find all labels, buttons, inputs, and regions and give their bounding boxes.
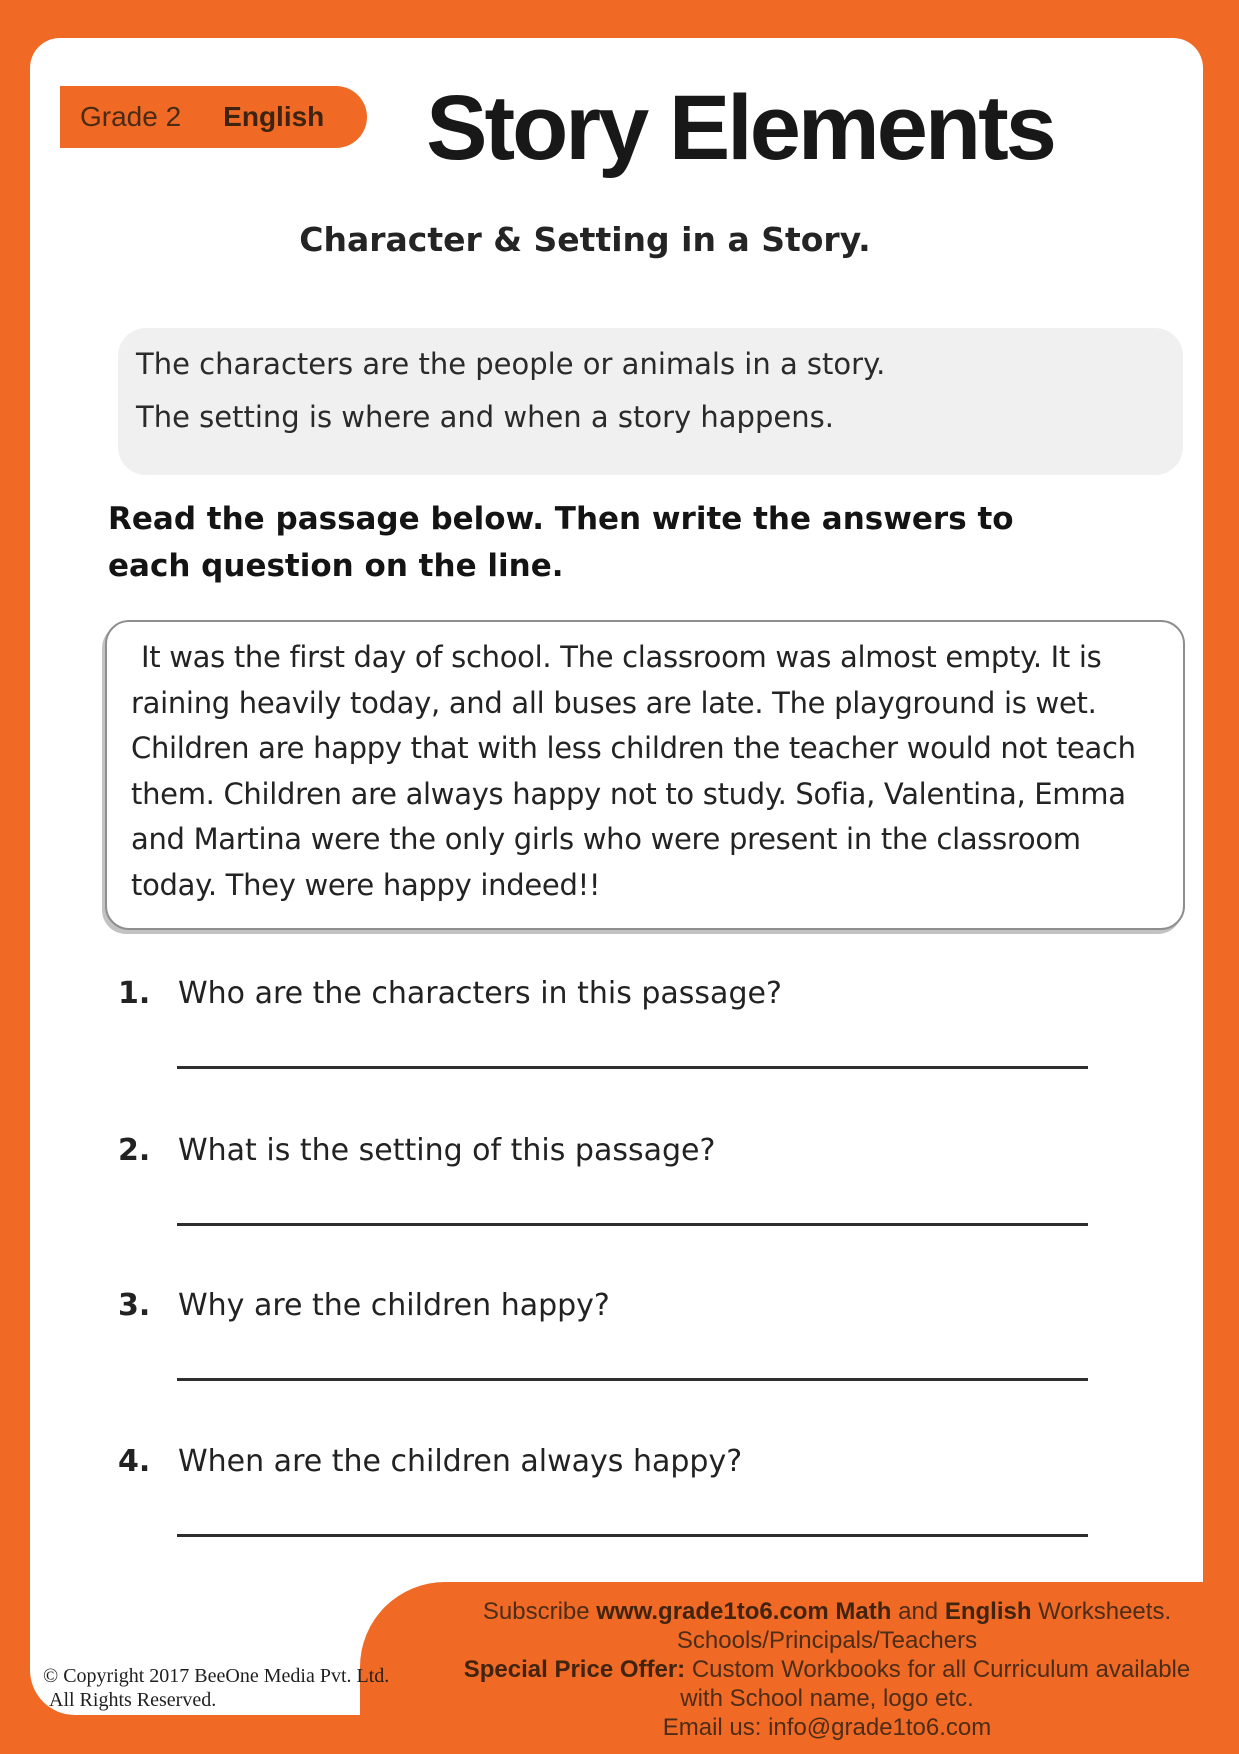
passage-box [105,620,1185,930]
question-4-text: When are the children always happy? [178,1444,743,1479]
answer-line-4[interactable] [177,1534,1088,1537]
definition-characters: The characters are the people or animals in a story. [136,347,886,381]
question-3 [118,1288,1183,1323]
footer-website-math: www.grade1to6.com Math [596,1598,892,1625]
answer-line-1[interactable] [177,1066,1088,1069]
passage-text: It was the first day of school. The classroom was almost empty. It is raining heavily today, and all buses are late. The playground is wet. Children are happy that with less children the teacher would not teach them. Children are always happy not to study. Sofia, Valentina, Emma and Martina were the only girls who were present in the classroom today. They were happy indeed!! [131,640,1136,902]
footer-offer-label: Special Price Offer: [463,1656,686,1683]
subscription-footer [360,1582,1239,1754]
question-4 [118,1444,1183,1479]
grade-subject-badge [60,86,367,148]
question-1 [118,976,1183,1011]
footer-english-bold: English [944,1598,1032,1625]
footer-offer-text: Custom Workbooks for all Curriculum available [685,1656,1191,1683]
footer-subscribe-mid: and [891,1598,945,1625]
footer-subscribe-line [440,1597,1214,1626]
answer-line-3[interactable] [177,1378,1088,1381]
copyright-line-2: All Rights Reserved. [49,1689,217,1711]
footer-audience-line: Schools/Principals/Teachers [676,1627,978,1654]
page-subtitle: Character & Setting in a Story. [299,220,871,259]
footer-email-line: Email us: info@grade1to6.com [662,1714,992,1741]
grade-label: Grade 2 [80,101,182,132]
footer-subscribe-prefix: Subscribe [482,1598,597,1625]
question-3-text: Why are the children happy? [178,1288,610,1323]
page-title: Story Elements [426,77,1054,179]
question-2 [118,1133,1183,1168]
definition-setting: The setting is where and when a story happens. [136,400,834,434]
definitions-box [118,328,1183,475]
answer-line-2[interactable] [177,1223,1088,1226]
instruction-text: Read the passage below. Then write the answers to each question on the line. [108,501,1014,584]
worksheet-content-area [30,38,1203,1715]
footer-offer-line [440,1655,1214,1684]
footer-subscribe-suffix: Worksheets. [1031,1598,1172,1625]
question-2-text: What is the setting of this passage? [178,1133,716,1168]
subject-label: English [223,101,325,132]
question-1-number: 1. [118,976,151,1011]
question-3-number: 3. [118,1288,151,1323]
copyright-line-1: © Copyright 2017 BeeOne Media Pvt. Ltd. [43,1665,390,1687]
question-4-number: 4. [118,1444,151,1479]
copyright-notice [43,1664,389,1712]
question-1-text: Who are the characters in this passage? [178,976,782,1011]
question-2-number: 2. [118,1133,151,1168]
footer-customization-line: with School name, logo etc. [680,1685,974,1712]
